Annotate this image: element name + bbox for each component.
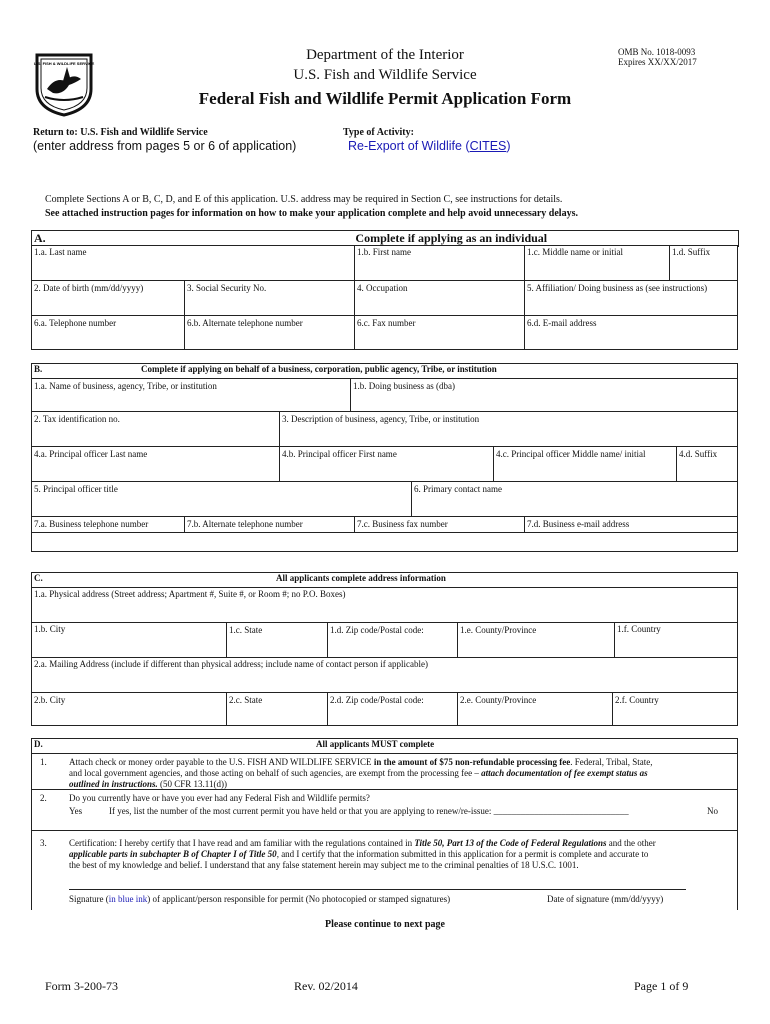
item-2-question: Do you currently have or have you ever had any Federal Fish and Wildlife permits? bbox=[69, 793, 370, 803]
email-field[interactable]: 6.d. E-mail address bbox=[527, 318, 597, 328]
zip-field[interactable]: 1.d. Zip code/Postal code: bbox=[330, 625, 424, 635]
po-suffix-field[interactable]: 4.d. Suffix bbox=[679, 449, 718, 459]
primary-contact-field[interactable]: 6. Primary contact name bbox=[414, 484, 502, 494]
business-name-field[interactable]: 1.a. Name of business, agency, Tribe, or institution bbox=[34, 381, 217, 391]
state-field[interactable]: 1.c. State bbox=[229, 625, 263, 635]
item-3-text-line1: Certification: I hereby certify that I have read and am familiar with the regulations contained in Title 50, Part 13 of the Code of Federal Regulations and the other bbox=[69, 838, 656, 848]
po-first-name-field[interactable]: 4.b. Principal officer First name bbox=[282, 449, 397, 459]
item-1-text-line1: Attach check or money order payable to the U.S. FISH AND WILDLIFE SERVICE in the amount of $75 non-refundable processing fee. Federal, Tribal, State, bbox=[69, 757, 653, 767]
department-name: Department of the Interior bbox=[306, 47, 464, 63]
alt-telephone-field[interactable]: 6.b. Alternate telephone number bbox=[187, 318, 303, 328]
dba-field[interactable]: 1.b. Doing business as (dba) bbox=[353, 381, 455, 391]
omb-number: OMB No. 1018-0093 bbox=[618, 47, 696, 57]
item-1-text-line3: outlined in instructions. (50 CFR 13.11(d)) bbox=[69, 779, 227, 789]
section-d-letter: D. bbox=[34, 739, 43, 749]
mailing-zip-field[interactable]: 2.d. Zip code/Postal code: bbox=[330, 695, 424, 705]
middle-name-field[interactable]: 1.c. Middle name or initial bbox=[527, 247, 623, 257]
mailing-country-field[interactable]: 2.f. Country bbox=[615, 695, 659, 705]
mailing-city-field[interactable]: 2.b. City bbox=[34, 695, 66, 705]
po-middle-name-field[interactable]: 4.c. Principal officer Middle name/ initial bbox=[496, 449, 646, 459]
activity-label: Type of Activity: bbox=[343, 127, 414, 138]
section-a-grid bbox=[31, 245, 738, 350]
form-title: Federal Fish and Wildlife Permit Application Form bbox=[198, 89, 572, 108]
continue-note: Please continue to next page bbox=[325, 919, 445, 930]
signature-date-label: Date of signature (mm/dd/yyyy) bbox=[547, 894, 664, 904]
form-number: Form 3-200-73 bbox=[45, 979, 118, 993]
city-field[interactable]: 1.b. City bbox=[34, 624, 66, 634]
physical-address-field[interactable]: 1.a. Physical address (Street address; Apartment #, Suite #, or Room #; no P.O. Boxes) bbox=[34, 589, 346, 599]
cites-link[interactable]: CITES bbox=[469, 139, 507, 153]
return-to-label: Return to: U.S. Fish and Wildlife Service bbox=[33, 127, 208, 138]
telephone-field[interactable]: 6.a. Telephone number bbox=[34, 318, 117, 328]
item-2-no-option[interactable]: No bbox=[707, 806, 718, 816]
signature-line[interactable] bbox=[69, 889, 686, 890]
business-alt-telephone-field[interactable]: 7.b. Alternate telephone number bbox=[187, 519, 303, 529]
dob-field[interactable]: 2. Date of birth (mm/dd/yyyy) bbox=[34, 283, 144, 293]
section-d bbox=[31, 738, 738, 910]
section-a-title: Complete if applying as an individual bbox=[355, 231, 548, 245]
mailing-address-field[interactable]: 2.a. Mailing Address (include if different than physical address; include name of contact person if applicable) bbox=[34, 659, 428, 669]
affiliation-field[interactable]: 5. Affiliation/ Doing business as (see instructions) bbox=[527, 283, 708, 293]
item-2-number: 2. bbox=[40, 793, 47, 803]
item-3-number: 3. bbox=[40, 838, 47, 848]
svg-text:U.S. FISH & WILDLIFE SERVICE: U.S. FISH & WILDLIFE SERVICE bbox=[33, 61, 95, 66]
section-b-bottom-row bbox=[31, 533, 738, 552]
item-2-permit-number-field[interactable]: If yes, list the number of the most current permit you have held or that you are applying to renew/re-issue: ______________________________ bbox=[109, 806, 629, 816]
country-field[interactable]: 1.f. Country bbox=[617, 624, 661, 634]
revision-date: Rev. 02/2014 bbox=[294, 979, 358, 993]
po-last-name-field[interactable]: 4.a. Principal officer Last name bbox=[34, 449, 148, 459]
item-3-text-line2: applicable parts in subchapter B of Chapter I of Title 50, and I certify that the information submitted in this application for a permit is complete and accurate to bbox=[69, 849, 649, 859]
section-a-letter: A. bbox=[32, 231, 185, 247]
county-field[interactable]: 1.e. County/Province bbox=[460, 625, 537, 635]
item-2-yes-option[interactable]: Yes bbox=[69, 806, 83, 816]
section-b-title: Complete if applying on behalf of a business, corporation, public agency, Tribe, or institution bbox=[141, 364, 497, 374]
business-fax-field[interactable]: 7.c. Business fax number bbox=[357, 519, 448, 529]
business-telephone-field[interactable]: 7.a. Business telephone number bbox=[34, 519, 149, 529]
instructions-line-1: Complete Sections A or B, C, D, and E of this application. U.S. address may be required in Section C, see instructions for details. bbox=[45, 194, 563, 205]
mailing-county-field[interactable]: 2.e. County/Province bbox=[460, 695, 537, 705]
business-description-field[interactable]: 3. Description of business, agency, Tribe, or institution bbox=[282, 414, 480, 424]
omb-expires: Expires XX/XX/2017 bbox=[618, 57, 697, 67]
section-b bbox=[31, 363, 738, 533]
section-b-letter: B. bbox=[34, 364, 43, 374]
business-email-field[interactable]: 7.d. Business e-mail address bbox=[527, 519, 630, 529]
occupation-field[interactable]: 4. Occupation bbox=[357, 283, 408, 293]
instructions-line-2: See attached instruction pages for information on how to make your application complete and help avoid unnecessary delays. bbox=[45, 208, 578, 219]
item-3-text-line3: the best of my knowledge and belief. I understand that any false statement herein may subject me to the criminal penalties of 18 U.S.C. 1001. bbox=[69, 860, 579, 870]
section-d-title: All applicants MUST complete bbox=[316, 739, 435, 749]
suffix-field[interactable]: 1.d. Suffix bbox=[672, 247, 711, 257]
item-1-text-line2: and local government agencies, and those acting on behalf of such agencies, are exempt from the processing fee – attach documentation of fee exempt status as bbox=[69, 768, 648, 778]
section-c-letter: C. bbox=[34, 573, 43, 583]
section-c-title: All applicants complete address information bbox=[276, 573, 446, 583]
ssn-field[interactable]: 3. Social Security No. bbox=[187, 283, 267, 293]
fax-field[interactable]: 6.c. Fax number bbox=[357, 318, 416, 328]
first-name-field[interactable]: 1.b. First name bbox=[357, 247, 411, 257]
item-1-number: 1. bbox=[40, 757, 47, 767]
po-title-field[interactable]: 5. Principal officer title bbox=[34, 484, 118, 494]
last-name-field[interactable]: 1.a. Last name bbox=[34, 247, 87, 257]
mailing-state-field[interactable]: 2.c. State bbox=[229, 695, 263, 705]
tax-id-field[interactable]: 2. Tax identification no. bbox=[34, 414, 120, 424]
service-name: U.S. Fish and Wildlife Service bbox=[293, 67, 477, 83]
section-c bbox=[31, 572, 738, 726]
signature-label: Signature (in blue ink) of applicant/person responsible for permit (No photocopied or stamped signatures) bbox=[69, 894, 451, 904]
activity-value: Re-Export of Wildlife (CITES) bbox=[348, 139, 511, 153]
return-address-note: (enter address from pages 5 or 6 of application) bbox=[33, 139, 297, 153]
page-number: Page 1 of 9 bbox=[634, 979, 689, 993]
